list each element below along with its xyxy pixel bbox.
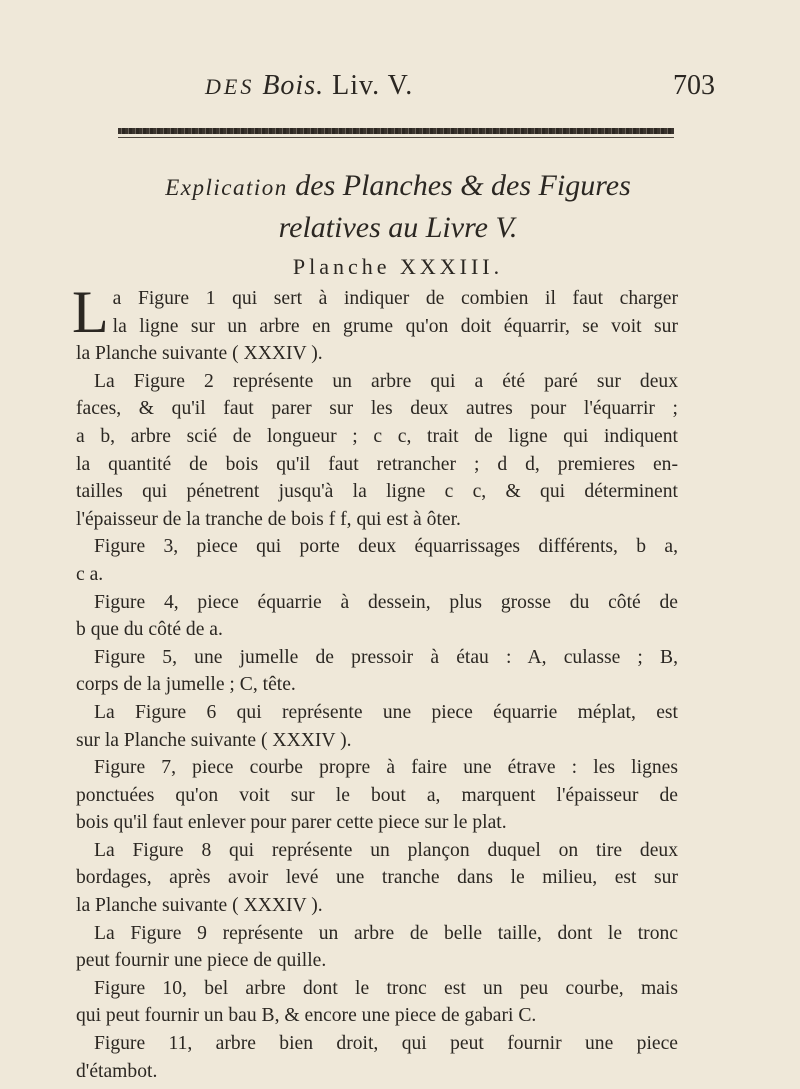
text-line: La Figure 9 représente un arbre de belle taille, dont le tronc: [94, 922, 678, 944]
heading-smallcaps: Explication: [165, 175, 288, 200]
text-line: la Planche suivante ( XXXIV ).: [76, 895, 323, 917]
heading-line-1: [118, 166, 678, 208]
text-line: faces, & qu'il faut parer sur les deux autres pour l'équarrir ;: [76, 398, 678, 420]
rule-underline: [118, 137, 674, 138]
text-line: la Planche suivante ( XXXIV ).: [76, 343, 323, 365]
text-line: sur la Planche suivante ( XXXIV ).: [76, 729, 352, 751]
text-line: Figure 11, arbre bien droit, qui peut fournir une piece: [94, 1033, 678, 1055]
paragraph: [76, 1030, 678, 1085]
text-line: La Figure 6 qui représente une piece équarrie méplat, est: [94, 701, 678, 723]
page-number: 703: [673, 70, 715, 101]
paragraph: [76, 699, 678, 754]
text-line: qui peut fournir un bau B, & encore une piece de gabari C.: [76, 1005, 537, 1027]
paragraph: [72, 279, 678, 368]
text-line: b que du côté de a.: [76, 619, 223, 641]
text-line: bois qu'il faut enlever pour parer cette piece sur le plat.: [76, 812, 507, 834]
drop-cap: L: [72, 279, 109, 345]
ornamental-rule: [118, 128, 674, 134]
text-line: tailles qui pénetrent jusqu'à la ligne c c, & qui déterminent: [76, 481, 678, 503]
plate-title: Planche XXXIII.: [292, 254, 504, 279]
running-head: [0, 70, 800, 110]
paragraph: [76, 920, 678, 975]
text-line: La Figure 8 qui représente un plançon duquel on tire deux: [94, 839, 678, 861]
text-line: c a.: [76, 563, 104, 585]
text-line: Figure 10, bel arbre dont le tronc est un peu courbe, mais: [94, 977, 678, 999]
running-head-prefix: DES: [205, 74, 255, 99]
body-text: [72, 279, 678, 1085]
text-line: bordages, après avoir levé une tranche dans le milieu, est sur: [76, 867, 678, 889]
text-line: l'épaisseur de la tranche de bois f f, qui est à ôter.: [76, 508, 461, 530]
text-line: la quantité de bois qu'il faut retrancher ; d d, premieres en-: [76, 453, 678, 475]
paragraph: [76, 589, 678, 644]
text-line: Figure 3, piece qui porte deux équarrissages différents, b a,: [94, 536, 678, 558]
text-line: peut fournir une piece de quille.: [76, 950, 327, 972]
text-line: ponctuées qu'on voit sur le bout a, marquent l'épaisseur de: [76, 784, 678, 806]
text-line: La Figure 2 représente un arbre qui a été paré sur deux: [94, 370, 678, 392]
running-head-book: Liv. V.: [332, 70, 414, 101]
paragraph: [76, 754, 678, 837]
text-line: corps de la jumelle ; C, tête.: [76, 674, 296, 696]
text-line: Figure 4, piece équarrie à dessein, plus grosse du côté de: [94, 591, 678, 613]
running-head-title: [205, 70, 413, 102]
text-line: d'étambot.: [76, 1060, 158, 1082]
paragraph: [76, 533, 678, 588]
text-line: Figure 5, une jumelle de pressoir à étau : A, culasse ; B,: [94, 646, 678, 668]
heading-line-2: relatives au Livre V.: [278, 211, 518, 244]
text-line: a Figure 1 qui sert à indiquer de combien il faut charger: [112, 288, 678, 309]
section-heading: [118, 166, 678, 248]
paragraph: [76, 837, 678, 920]
text-line: a b, arbre scié de longueur ; c c, trait de ligne qui indiquent: [76, 425, 678, 447]
heading-line-1-rest: des Planches & des Figures: [295, 169, 631, 202]
running-head-main: Bois.: [262, 70, 325, 101]
text-line: Figure 7, piece courbe propre à faire une étrave : les lignes: [94, 757, 678, 779]
paragraph: [76, 368, 678, 534]
paragraph: [76, 644, 678, 699]
text-line: la ligne sur un arbre en grume qu'on doit équarrir, se voit sur: [112, 315, 678, 337]
paragraph: [76, 975, 678, 1030]
